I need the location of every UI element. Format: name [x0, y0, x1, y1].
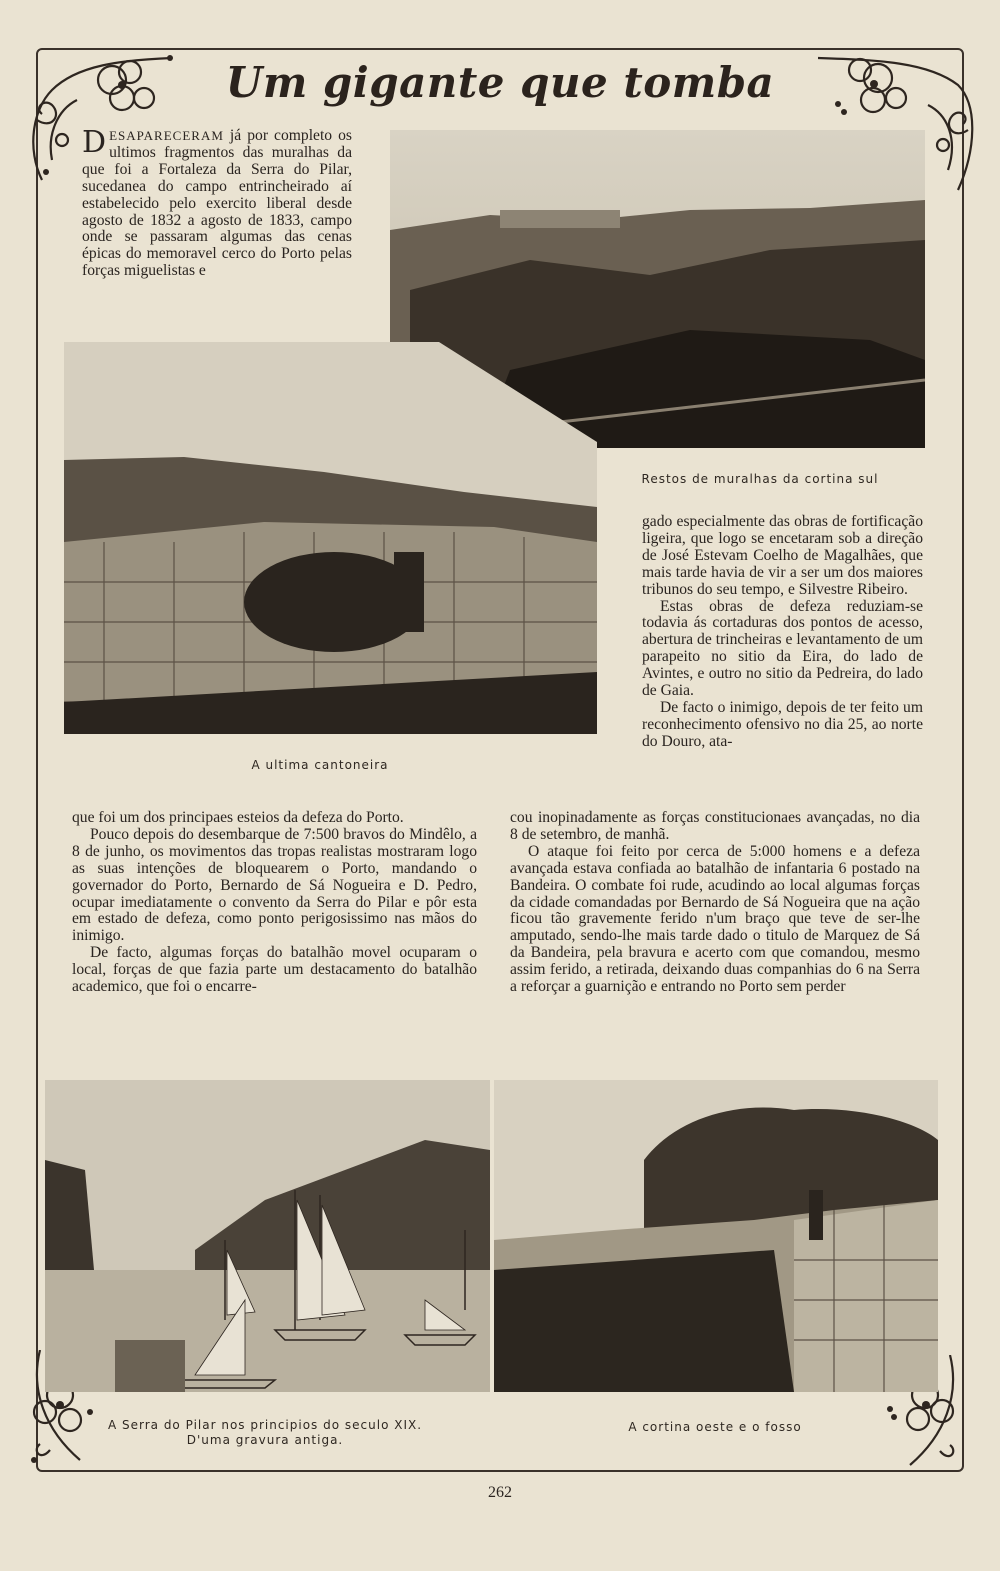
- right-paragraph-2: Estas obras de defeza reduziam-se todavia ás cortaduras dos pontos de acesso, abertura de trincheiras e levantamento de um parapeito no sitio da Eira, do lado de Avintes, e outro no sitio da Pedreira, do lado de Gaia.: [642, 597, 923, 700]
- caption-bottom-left: [70, 1418, 460, 1448]
- bottom-right-paragraph-1: cou inopinadamente as forças constitucionaes avançadas, no dia 8 de setembro, de manhã.: [510, 809, 920, 843]
- intro-smallcaps: ESAPARECERAM: [109, 128, 224, 143]
- caption-mid-photo: A ultima cantoneira: [251, 758, 389, 772]
- page-number: 262: [488, 1484, 512, 1501]
- photo-cortina-oeste: [494, 1080, 938, 1392]
- photo-ultima-cantoneira: [64, 342, 597, 734]
- intro-text: já por completo os ultimos fragmentos das muralhas da que foi a Fortaleza da Serra do Pilar, sucedanea do campo entrincheirado aí estabelecido pelo exercito liberal desde agosto de 1832 a agosto de 1833, campo onde se passaram algumas das cenas épicas do memoravel cerco do Porto pelas forças miguelistas e: [82, 127, 352, 280]
- caption-top-photo: Restos de muralhas da cortina sul: [641, 472, 879, 486]
- right-column: [642, 514, 923, 751]
- bottom-left-paragraph-1: que foi um dos principaes esteios da defeza do Porto.: [72, 809, 404, 826]
- caption-bottom-right: A cortina oeste e o fosso: [628, 1420, 802, 1434]
- right-paragraph-1: gado especialmente das obras de fortificação ligeira, que logo se encetaram sob a direção de José Estevam Coelho de Magalhães, que mais tarde havia de vir a ser um dos maiores tribunos do seu tempo, e Silvestre Ribeiro.: [642, 513, 923, 598]
- bottom-left-column: [72, 810, 477, 996]
- bottom-left-paragraph-2: Pouco depois do desembarque de 7:500 bravos do Mindêlo, a 8 de junho, os movimentos das tropas realistas mostraram logo as suas intenções de bloquearem o Porto, mandando o governador do Porto, Bernardo de Sá Nogueira e D. Pedro, ocupar imediatamente o convento da Serra do Pilar e pôr esta em estado de defeza, como ponto perigosissimo nas mãos do inimigo.: [72, 825, 477, 945]
- article-title: Um gigante que tomba: [225, 58, 775, 107]
- bottom-right-paragraph-2: O ataque foi feito por cerca de 5:000 homens e a defeza avançada estava confiada ao batalhão de infantaria 6 postado na Bandeira. O combate foi rude, acudindo ao local algumas forças da cidade comandadas por Bernardo de Sá Nogueira que na ação ficou tão gravemente ferido n'um braço que teve de ser-lhe amputado, sendo-lhe mais tarde dado o titulo de Marquez de Sá da Bandeira, pela bravura e acerto com que comandou, mesmo assim ferido, a retirada, deixando duas companhias do 6 na Serra a reforçar a guarnição e entrando no Porto sem perder: [510, 842, 920, 996]
- caption-bottom-left-line2: D'uma gravura antiga.: [186, 1433, 344, 1447]
- bottom-right-column: [510, 810, 920, 996]
- engraving-serra-do-pilar: [45, 1080, 490, 1392]
- intro-paragraph: [82, 125, 352, 280]
- right-paragraph-3: De facto o inimigo, depois de ter feito um reconhecimento ofensivo no dia 25, ao norte do Douro, ata-: [642, 698, 923, 750]
- caption-bottom-left-line1: A Serra do Pilar nos principios do seculo XIX.: [107, 1418, 423, 1432]
- drop-cap: D: [82, 125, 107, 160]
- bottom-left-paragraph-3: De facto, algumas forças do batalhão movel ocuparam o local, forças de que fazia parte um destacamento do batalhão academico, que foi o encarre-: [72, 944, 477, 996]
